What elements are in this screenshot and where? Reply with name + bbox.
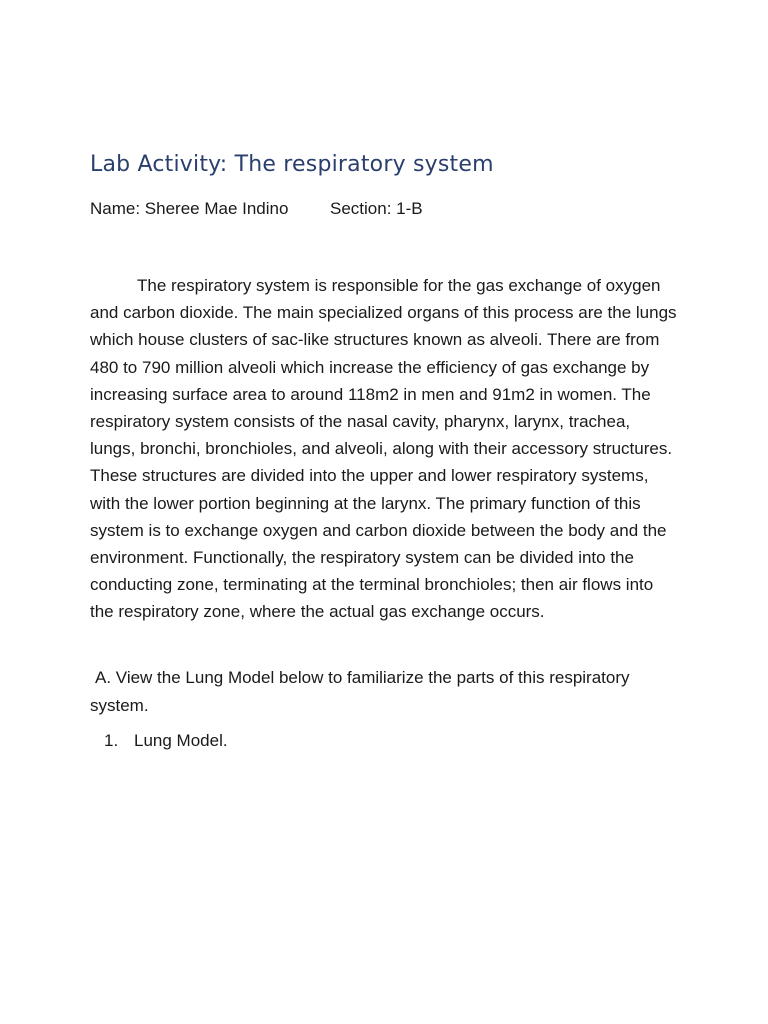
numbered-list [104,731,228,751]
list-item-label: Lung Model. [134,731,228,750]
list-item-number: 1. [104,731,119,750]
student-info [90,199,423,219]
page-title: Lab Activity: The respiratory system [90,152,494,177]
student-name: Name: Sheree Mae Indino [90,199,289,218]
intro-paragraph: The respiratory system is responsible for the gas exchange of oxygen and carbon dioxide. The main specialized organs of this process are the lungs which house clusters of sac-like structures known as alveoli. There are from 480 to 790 million alveoli which increase the efficiency of gas exchange by increasing surface area to around 118m2 in men and 91m2 in women. The respiratory system consists of the nasal cavity, pharynx, larynx, trachea, lungs, bronchi, bronchioles, and alveoli, along with their accessory structures. These structures are divided into the upper and lower respiratory systems, with the lower portion beginning at the larynx. The primary function of this system is to exchange oxygen and carbon dioxide between the body and the environment. Functionally, the respiratory system can be divided into the conducting zone, terminating at the terminal bronchioles; then air flows into the respiratory zone, where the actual gas exchange occurs. [90,276,677,622]
list-item [104,731,228,751]
instruction-a: A. View the Lung Model below to familiarize the parts of this respiratory system. [90,668,630,715]
student-section: Section: 1-B [330,199,423,218]
